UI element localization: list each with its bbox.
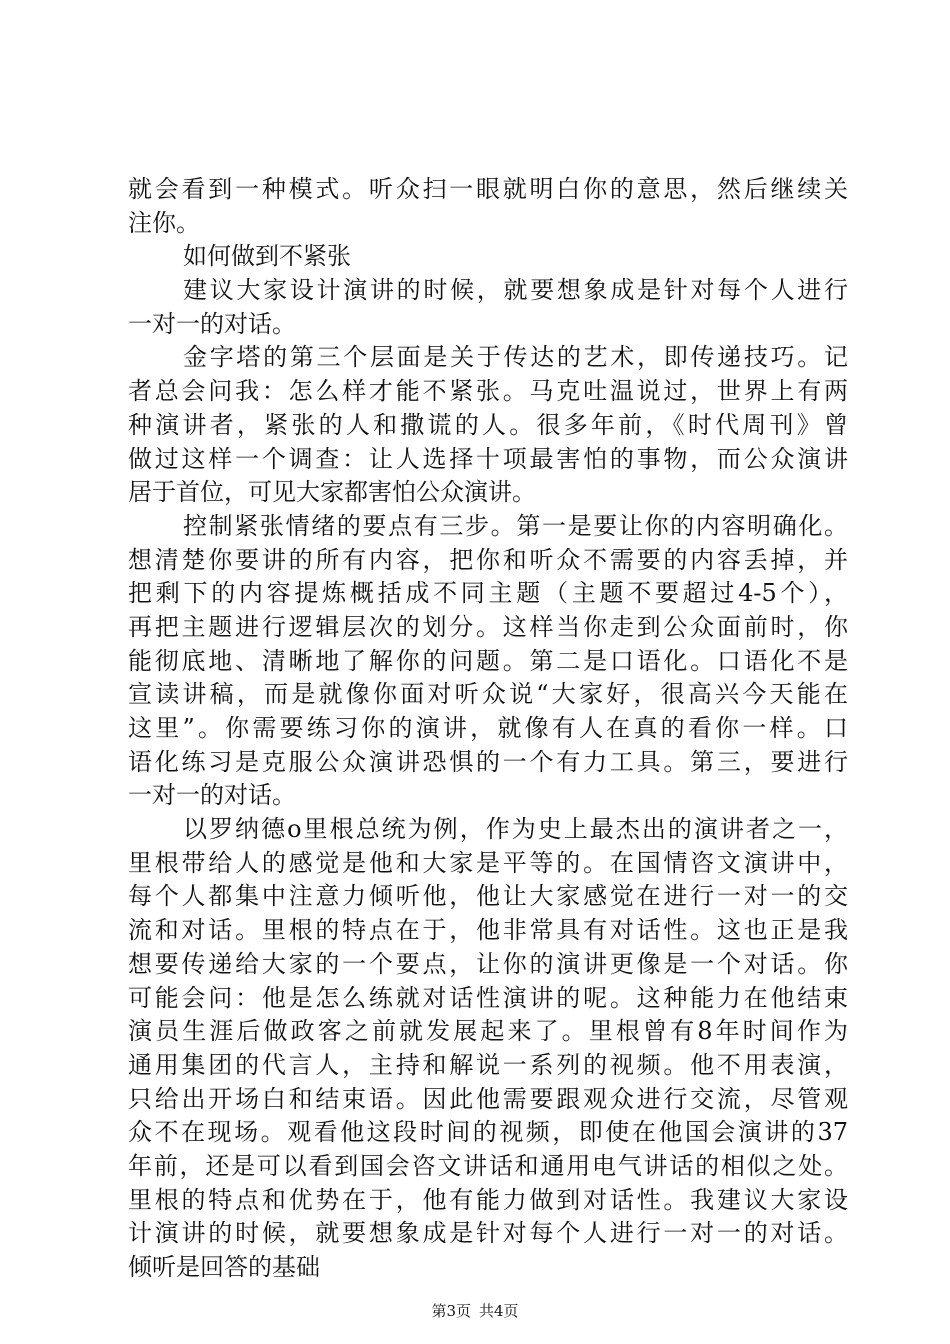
text-line: 注你。	[128, 208, 200, 237]
text-line: 居于首位，可见大家都害怕公众演讲。	[128, 478, 536, 507]
paragraph-first-line: 如何做到不紧张	[183, 242, 351, 271]
page-number: 第3页	[431, 1302, 471, 1320]
text-line: 这里”。你需要练习你的演讲，就像有人在真的看你一样。口	[128, 714, 848, 742]
text-line: 倾听是回答的基础	[128, 1253, 320, 1281]
text-line: 再把主题进行逻辑层次的划分。这样当你走到公众面前时，你	[128, 612, 848, 641]
paragraph-first-line: 以罗纳德o里根总统为例，作为史上最杰出的演讲者之一，	[183, 815, 848, 844]
text-line: 众不在现场。观看他这段时间的视频，即使在他国会演讲的37	[128, 1118, 848, 1147]
document-body	[128, 173, 848, 1285]
text-line: 做过这样一个调查：让人选择十项最害怕的事物，而公众演讲	[128, 444, 848, 473]
text-line: 流和对话。里根的特点在于，他非常具有对话性。这也正是我	[128, 916, 848, 945]
page-total: 共4页	[479, 1302, 519, 1320]
text-line: 宣读讲稿，而是就像你面对听众说“大家好，很高兴今天能在	[128, 680, 848, 709]
paragraph-first-line: 建议大家设计演讲的时候，就要想象成是针对每个人进行	[183, 276, 848, 305]
text-line: 可能会问：他是怎么练就对话性演讲的呢。这种能力在他结束	[128, 983, 848, 1012]
text-line: 种演讲者，紧张的人和撒谎的人。很多年前，《时代周刊》曾	[128, 410, 848, 439]
text-line: 一对一的对话。	[128, 781, 296, 810]
text-line: 者总会问我：怎么样才能不紧张。马克吐温说过，世界上有两	[128, 377, 848, 406]
text-line: 年前，还是可以看到国会咨文讲话和通用电气讲话的相似之处。	[128, 1151, 848, 1180]
text-line: 里根带给人的感觉是他和大家是平等的。在国情咨文演讲中，	[128, 848, 848, 877]
text-line: 通用集团的代言人，主持和解说一系列的视频。他不用表演，	[128, 1050, 848, 1079]
text-line: 想清楚你要讲的所有内容，把你和听众不需要的内容丢掉，并	[128, 545, 848, 574]
text-line: 只给出开场白和结束语。因此他需要跟观众进行交流，尽管观	[128, 1084, 848, 1113]
text-line: 演员生涯后做政客之前就发展起来了。里根曾有8年时间作为	[128, 1017, 848, 1046]
text-line: 每个人都集中注意力倾听他，他让大家感觉在进行一对一的交	[128, 882, 848, 911]
text-line: 里根的特点和优势在于，他有能力做到对话性。我建议大家设	[128, 1185, 848, 1214]
text-line: 一对一的对话。	[128, 309, 296, 338]
text-line: 想要传递给大家的一个要点，让你的演讲更像是一个对话。你	[128, 949, 848, 978]
text-line: 就会看到一种模式。听众扫一眼就明白你的意思，然后继续关	[128, 175, 848, 203]
text-line: 能彻底地、清晰地了解你的问题。第二是口语化。口语化不是	[128, 646, 848, 675]
text-line: 计演讲的时候，就要想象成是针对每个人进行一对一的对话。	[128, 1219, 848, 1248]
text-line: 把剩下的内容提炼概括成不同主题（主题不要超过4-5个），	[128, 579, 848, 608]
page-footer	[0, 1301, 950, 1321]
paragraph-first-line: 金字塔的第三个层面是关于传达的艺术，即传递技巧。记	[183, 343, 848, 372]
paragraph-first-line: 控制紧张情绪的要点有三步。第一是要让你的内容明确化。	[183, 511, 848, 540]
text-line: 语化练习是克服公众演讲恐惧的一个有力工具。第三，要进行	[128, 747, 848, 776]
